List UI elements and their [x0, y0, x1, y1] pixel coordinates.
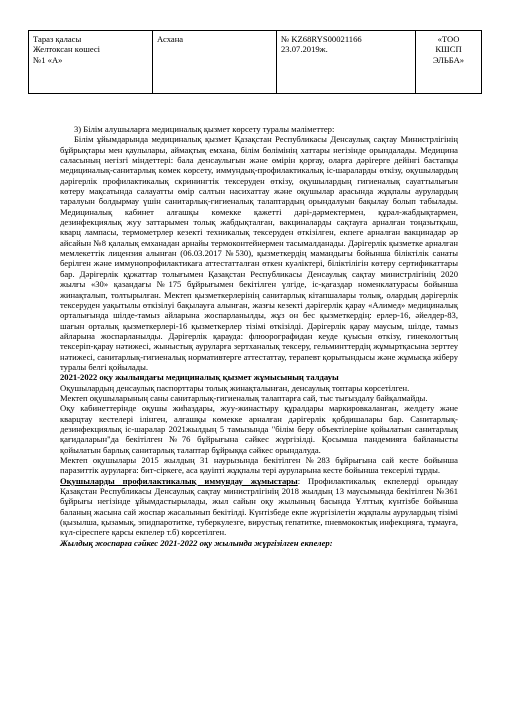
registration-date: 23.07.2019ж.	[281, 44, 328, 55]
analysis-paragraph: Оқушылардың денсаулық паспорттары толық жинақталынған, денсаулық топтары көрсетілген.	[60, 382, 410, 393]
table-cell-company	[416, 31, 482, 94]
immunization-paragraph	[60, 476, 458, 538]
analysis-paragraph: Мектеп оқушыларының саны санитарлық-гигиеналық талаптарға сай, тыс тығыздалу байқалмайды.	[60, 392, 428, 403]
medical-service-paragraph: Білім ұйымдарында медициналық қызмет Қазақстан Республикасы Денсаулық сақтау Министрлігінің бұйрықтары мен қаулылары, аймақтық емхана, білім бөлімінің хаттары негізінде орындалады. Медицина саласының негізгі міндеттері: бала денсаулығын және өмірін қорғау, оларға дәрігерге дейінгі бастапқы медициналық-санитарлық көмек көрсету, иммундық-профилактикалық іс-шараларды өткізу, оқушылардың дәрігерлік профилактикалық скринингтік тексеруден өткізу, оқушылардың гигиеналық сауаттылығын көтеру мақсатында салауатты өмір салтын насихаттау және оқушылар арасында жұқпалы аурулардың таралуын болдырмау үшін санитарлық-гигиеналық талаптардың орындалуын бақылау болып табылады. Медициналық кабинет алғашқы көмекке қажетті дәрі-дәрмектермен, құрал-жабдықтармен, дезинфекциялық жуу заттарымен толық жабдықталған, вакциналарды сақтауға арналған тоңазытқыш, кварц лампасы, термометрлер кезекті техникалық тексеруден өткізілген, екпеге арналған вакцинадар әр айсайын №8 қалалық емханадан арнайы термоконтейнермен тасымалданады. Дәрігерлік қызметке арналған мемлекеттік лицензия алынған (06.03.2017 №530), қызметкердің мамандығы бойынша біліктілік санаты берілген және иммунопрофилактикаға аттестатталған өткен куәліктері, біліктілігін көтеру сертификаттары бар. Дәрігерлік құжаттар толығымен Қазақстан Республикасы Денсаулық сақтау министрлігінің 2020 жылғы «30» қазандағы №175 бұйрығымен бекітілген үлгіде, іс-қағаздар номенклатурасы бойынша жинақталып, толтырылған. Мектеп қызметкерлерінің санитарлық кітапшалары толық, олардың дәрігерлік тексеруден уақытылы өткізілуі бақылауға алынған, жазғы кезекті дәрігерлік қарау «Алимед» медициналық орталығында шілде-тамыз айларына жоспарланылды, жұз он бес қызметкердің: ерлер-16, әйелдер-83, шағын орталық қызметкерлері-16 қызметкерлер тізімі өткізілді. Дәрігерлік қарау маусым, шілде, тамыз айларына жоспарланылды. Дәрігерлік қарауда: флюорографидан кеуде қуысын өткізу, гинекологтың тексеріп-қарау нәтижесі, жыныстық ауруларға зертханалық тексеру, гельминттердің жұмыртқасына зерттеу нәтижесі, санитарлық-гигиеналық нормативтерге аттестаттау, терапевт қорытындысы және жұмысқа жіберу туралы белгі қойылады.	[60, 134, 458, 372]
registration-number: № KZ68RYS00021166	[281, 34, 362, 44]
company-line: ЭЛЬБА»	[432, 54, 465, 65]
company-line: КШСП	[435, 44, 462, 55]
section-title: 3) Білім алушыларға медициналық қызмет көрсету туралы мәліметтер:	[74, 124, 335, 134]
company-line: «ТОО	[437, 34, 460, 44]
immunization-text: : Профилактикалық екпелерді орындау Қазақстан Республикасы Денсаулық сақтау министрлігінің 2018 жылдың 13 маусымында бекітілген №361 бұйрығы негізінде ұйымдастырылады, жыл сайын оқу жылының басында Ұлттық күнтізбе бойынша баланың жасына сай жоспар жасалынып бекітілді. Күнтізбеде екпе жүргізілетін жұқпалы аурулардың тізімі (қызылша, қызамық, эпидпаротитке, туберкулезге, вирустық гепатитке, пневмококтық инфекцияға, тұмауға, күл-сіреспеге қарсы екпелер т.б) көрсетілген.	[60, 475, 458, 538]
table-cell-registration	[277, 31, 416, 94]
table-cell-address	[29, 31, 153, 94]
analysis-heading: 2021-2022 оқу жылындағы медициналық қызмет жұмысының талдауы	[60, 372, 339, 383]
object-name: Асхана	[157, 34, 184, 44]
info-table	[28, 30, 482, 94]
immunization-label: Оқушыларды профилактикалық иммундау жұмыстары	[60, 475, 298, 486]
address-line: №1 «А»	[33, 54, 63, 65]
vaccination-plan-heading: Жылдық жоспарға сәйкес 2021-2022 оқу жылында жүргізілген екпелер:	[60, 537, 333, 548]
analysis-paragraph: Мектеп оқушылары 2015 жылдың 31 наурызында бекітілген №283 бұйрығына сай кесте бойынша паразиттік ауруларға: бит-сіркеге, аса қауіпті жұқпалы тері ауруларына кесте бойынша тексерілі тұрды.	[60, 455, 458, 476]
table-cell-object	[153, 31, 277, 94]
document-body	[60, 124, 458, 548]
table-row	[29, 31, 482, 94]
address-line: Желтоксан көшесі	[33, 44, 101, 55]
address-line: Тараз қаласы	[33, 34, 82, 44]
analysis-paragraph: Оқу кабинеттерінде оқушы жиһаздары, жуу-жинастыру құралдары маркировкаланған, желдету және кварцтау кестелері ілінген, алғашқы көмекке арналған дәрігерлік қобдишалары бар. Санитарлық-дезинфекциялық іс-шаралар 2021жылдың 5 тамызында "білім беру объектілеріне қойылатын санитарлық қағидаларын"да бекітілген №76 бұйрығына сәйкес жүргізілді. Қосымша пандемияға байланысты қойылатын барлық санитарлық талаптар бұйрыққа сәйкес орындалуда.	[60, 403, 458, 455]
